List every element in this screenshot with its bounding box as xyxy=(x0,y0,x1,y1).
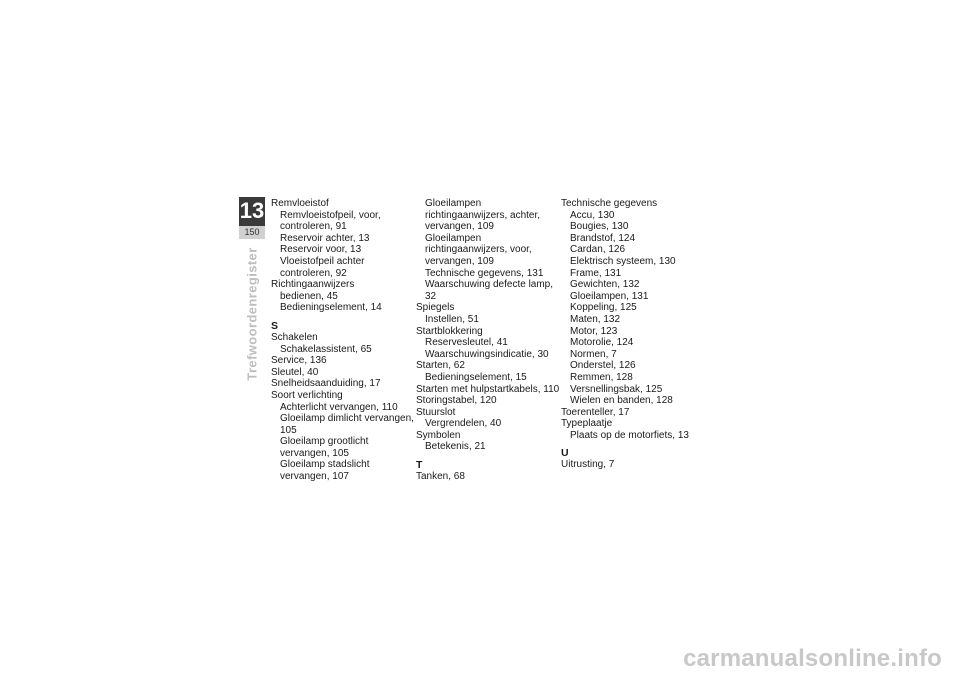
index-entry: Snelheidsaanduiding, 17 xyxy=(271,378,381,390)
index-entry: Uitrusting, 7 xyxy=(561,459,615,471)
index-subentry: Accu, 130 xyxy=(570,209,615,221)
index-entry: Storingstabel, 120 xyxy=(416,395,497,407)
index-subentry: Motorolie, 124 xyxy=(570,337,634,349)
index-entry: Tanken, 68 xyxy=(416,471,465,483)
index-entry: Remvloeistof xyxy=(271,198,329,209)
index-entry: Stuurslot xyxy=(416,406,456,418)
index-entry: Typeplaatje xyxy=(561,418,613,430)
index-subentry: Bedieningselement, 15 xyxy=(425,371,527,383)
index-subentry: Gloeilampen, 131 xyxy=(570,290,649,302)
index-subentry: Gloeilampen richtingaanwijzers, voor, vervangen, 109 xyxy=(425,232,532,267)
index-subentry: Gloeilamp stadslicht vervangen, 107 xyxy=(280,459,370,483)
index-subentry: Cardan, 126 xyxy=(570,244,626,256)
index-subentry: Reservoir voor, 13 xyxy=(280,244,362,256)
index-subentry: Wielen en banden, 128 xyxy=(570,395,673,407)
index-entry: Soort verlichting xyxy=(271,389,343,401)
index-subentry: Reservoir achter, 13 xyxy=(280,232,370,244)
index-subentry: Maten, 132 xyxy=(570,313,621,325)
index-subentry: Gloeilamp dimlicht vervangen, 105 xyxy=(280,413,414,436)
index-subentry: Schakelassistent, 65 xyxy=(280,343,372,355)
index-subentry: Gloeilamp grootlicht vervangen, 105 xyxy=(280,436,369,459)
index-subentry: Technische gegevens, 131 xyxy=(425,267,544,279)
index-column-3 xyxy=(561,198,707,471)
index-entry: Service, 136 xyxy=(271,355,327,367)
index-subentry: Gewichten, 132 xyxy=(570,279,640,291)
index-column-1 xyxy=(271,198,417,483)
index-subentry: Bougies, 130 xyxy=(570,221,629,233)
index-subentry: bedienen, 45 xyxy=(280,290,338,302)
index-subentry: Remmen, 128 xyxy=(570,371,633,383)
index-entry: Starten met hulpstartkabels, 110 xyxy=(416,383,560,395)
index-subentry: Koppeling, 125 xyxy=(570,302,637,314)
index-subentry: Versnellingsbak, 125 xyxy=(570,383,663,395)
index-entry: Richtingaanwijzers xyxy=(271,279,355,291)
index-subentry: Frame, 131 xyxy=(570,267,622,279)
index-subentry: Onderstel, 126 xyxy=(570,360,636,372)
index-letter-heading: S xyxy=(271,319,279,332)
index-subentry: Instellen, 51 xyxy=(425,313,479,325)
watermark: carmanualsonline.info xyxy=(683,645,942,672)
index-subentry: Betekenis, 21 xyxy=(425,441,486,453)
side-title xyxy=(243,247,261,381)
index-subentry: Achterlicht vervangen, 110 xyxy=(280,401,398,413)
index-subentry: Gloeilampen richtingaanwijzers, achter, vervangen, 109 xyxy=(425,198,541,233)
page-number: 150 xyxy=(239,226,265,239)
chapter-tab xyxy=(239,197,265,239)
index-subentry: Waarschuwing defecte lamp, 32 xyxy=(425,279,554,302)
index-subentry: Plaats op de motorfiets, 13 xyxy=(570,429,689,441)
index-entry: Sleutel, 40 xyxy=(271,366,319,378)
index-subentry: Waarschuwingsindicatie, 30 xyxy=(425,348,549,360)
index-subentry: Normen, 7 xyxy=(570,348,617,360)
index-subentry: Brandstof, 124 xyxy=(570,232,636,244)
index-subentry: Remvloeistofpeil, voor, controleren, 91 xyxy=(280,209,381,233)
index-subentry: Vloeistofpeil achter controleren, 92 xyxy=(280,255,365,279)
index-entry: Schakelen xyxy=(271,331,318,343)
index-entry: Starten, 62 xyxy=(416,360,465,372)
chapter-number: 13 xyxy=(239,198,265,223)
index-subentry: Reservesleutel, 41 xyxy=(425,337,508,349)
index-subentry: Vergrendelen, 40 xyxy=(425,418,502,430)
index-letter-heading: T xyxy=(416,459,423,472)
side-title-text: Trefwoordenregister xyxy=(244,247,260,381)
index-subentry: Bedieningselement, 14 xyxy=(280,302,382,314)
index-entry: Spiegels xyxy=(416,302,455,314)
index-subentry: Elektrisch systeem, 130 xyxy=(570,255,676,267)
index-letter-heading: U xyxy=(561,447,569,460)
index-entry: Symbolen xyxy=(416,429,461,441)
index-subentry: Motor, 123 xyxy=(570,325,618,337)
index-entry: Technische gegevens xyxy=(561,198,658,209)
index-entry: Startblokkering xyxy=(416,325,483,337)
index-column-2 xyxy=(416,198,562,483)
index-entry: Toerenteller, 17 xyxy=(561,406,630,418)
